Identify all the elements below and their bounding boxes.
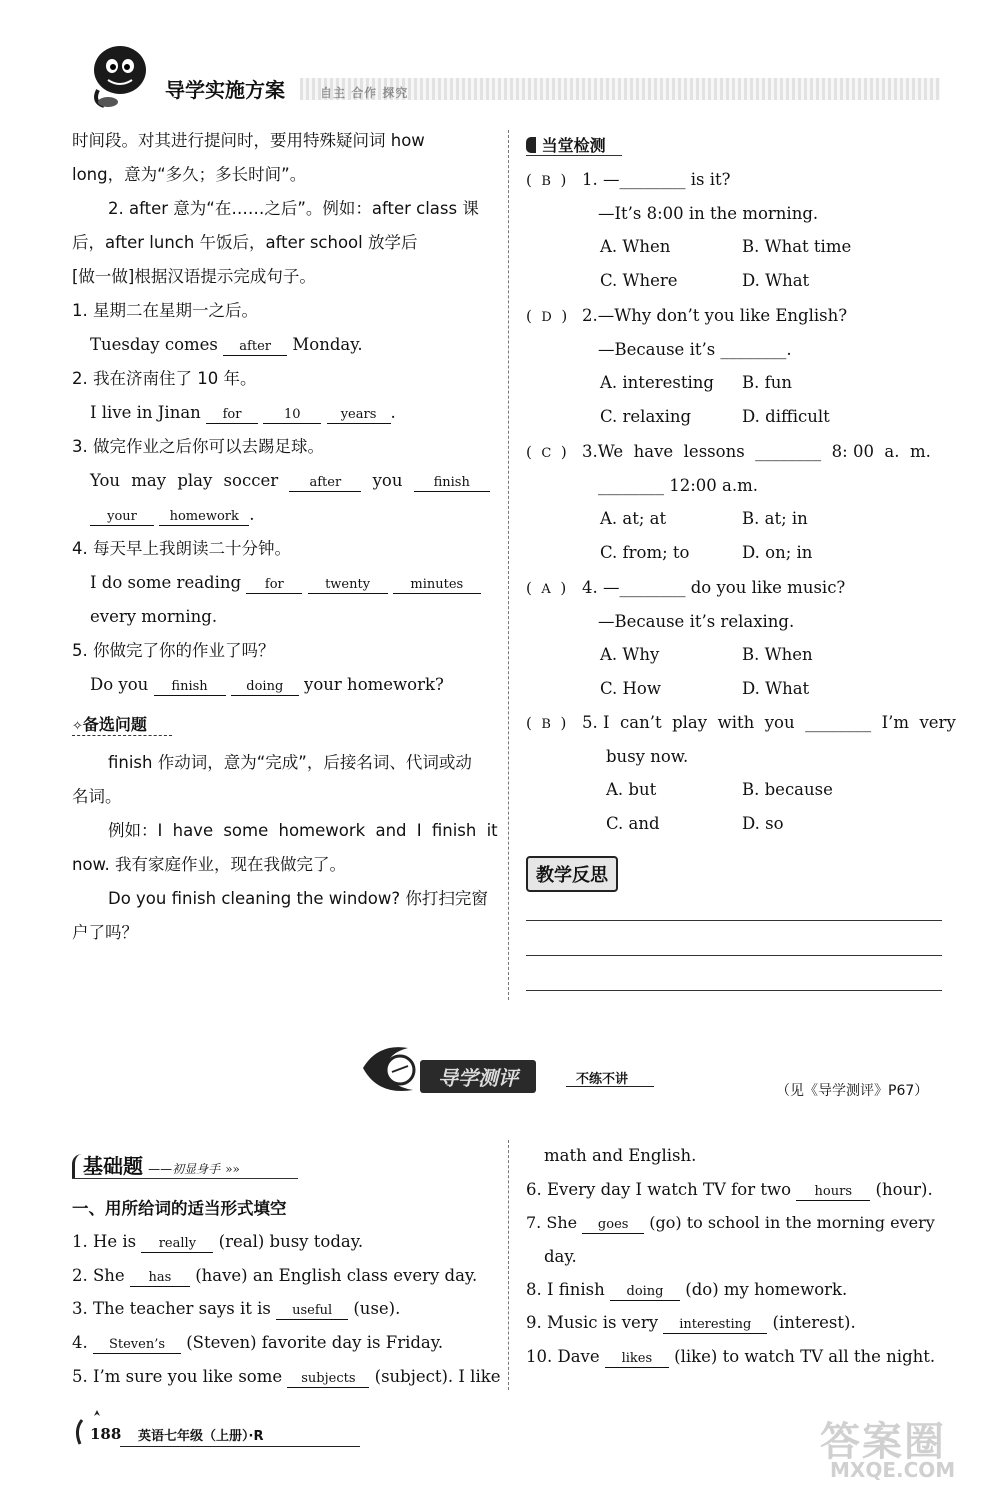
page-number: 188 (90, 1425, 122, 1443)
fill-item: 3. The teacher says it is useful (use). (72, 1299, 401, 1318)
fill-item: 7. She goes (go) to school in the morning every (526, 1213, 935, 1232)
answer-blank: your (90, 509, 154, 526)
column-divider (508, 130, 509, 1000)
exercise-item-en: every morning. (90, 607, 218, 626)
header-title: 导学实施方案 (165, 78, 285, 102)
option: D. difficult (742, 407, 830, 426)
answer-blank: for (206, 407, 258, 424)
answer-blank: interesting (663, 1317, 767, 1334)
answer-blank: really (141, 1236, 213, 1253)
answer-blank: 10 (263, 407, 321, 424)
option: B. at; in (742, 509, 808, 528)
option: C. from; to (600, 543, 690, 562)
exercise-item-en: your homework . (90, 504, 255, 526)
option: D. What (742, 271, 810, 290)
option: A. but (606, 780, 657, 799)
option: A. Why (600, 645, 660, 664)
option: C. relaxing (600, 407, 692, 426)
backup-section-title: ✧备选问题 (72, 715, 147, 734)
question-reply: ________ 12:00 a.m. (598, 476, 759, 495)
question-stem: 3.We have lessons ________ 8: 00 a. m. (582, 442, 931, 461)
option: B. fun (742, 373, 792, 392)
section-underline (72, 1178, 298, 1179)
banner-underline (566, 1086, 654, 1087)
footer-rule (120, 1446, 360, 1447)
option: D. so (742, 814, 784, 833)
question-reply: —Because it’s relaxing. (598, 612, 795, 631)
fill-item: 5. I’m sure you like some subjects (subject). I like (72, 1367, 501, 1386)
paragraph-line: 名词。 (72, 787, 122, 806)
fill-item: 4. Steven’s (Steven) favorite day is Friday. (72, 1333, 444, 1352)
fill-item-continuation: math and English. (544, 1146, 697, 1165)
answer-blank: finish (414, 475, 490, 492)
answer-paren: ( C ) (526, 443, 567, 461)
writing-line (526, 955, 942, 956)
fill-item: 6. Every day I watch TV for two hours (hour). (526, 1180, 933, 1199)
paragraph-line: Do you finish cleaning the window? 你打扫完窗 (108, 889, 488, 908)
answer-blank: after (223, 339, 287, 356)
answer-blank: likes (605, 1351, 669, 1368)
paragraph-line: finish 作动词，意为“完成”，后接名词、代词或动 (108, 753, 472, 772)
fill-item: 1. He is really (real) busy today. (72, 1232, 364, 1251)
banner-title: 导学测评 (420, 1060, 536, 1093)
basic-title: 基础题 (72, 1154, 143, 1178)
column-divider (508, 1140, 509, 1390)
exercise-item-en: I do some reading for twenty minutes (90, 572, 481, 594)
answer-blank: for (246, 577, 302, 594)
answer-blank: goes (582, 1217, 644, 1234)
section-underline (72, 735, 172, 736)
answer-paren: ( B ) (526, 714, 567, 732)
answer-blank: doing (231, 679, 299, 696)
answer-blank: Steven’s (93, 1337, 181, 1354)
sparkle-icon: ✧ (72, 719, 83, 734)
basic-section-heading: 一、用所给词的适当形式填空 (72, 1199, 287, 1218)
answer-blank: after (289, 475, 361, 492)
answer-blank: twenty (308, 577, 388, 594)
option: B. What time (742, 237, 852, 256)
option: A. When (600, 237, 671, 256)
question-stem: 4. —________ do you like music? (582, 578, 846, 597)
question-stem: 2.—Why don’t you like English? (582, 306, 848, 325)
answer-blank: minutes (393, 577, 481, 594)
exercise-item-en: You may play soccer after you finish (90, 470, 490, 492)
mascot-logo (78, 40, 158, 110)
exercise-item-cn: 2. 我在济南住了 10 年。 (72, 369, 257, 388)
paragraph-line: now. 我有家庭作业，现在我做完了。 (72, 855, 347, 874)
question-stem: 1. —________ is it? (582, 170, 731, 189)
exercise-item-cn: 4. 每天早上我朗读二十分钟。 (72, 539, 291, 558)
fill-item: 2. She has (have) an English class every day. (72, 1266, 478, 1285)
answer-blank: years (327, 407, 391, 424)
answer-paren: ( A ) (526, 579, 567, 597)
answer-blank: subjects (287, 1371, 369, 1388)
exercise-item-en: Do you finish doing your homework? (90, 675, 444, 694)
answer-blank: useful (276, 1303, 348, 1320)
tag-icon (526, 137, 536, 153)
exercise-item-en: Tuesday comes after Monday. (90, 335, 363, 354)
paragraph-line: 2. after 意为“在……之后”。例如：after class 课 (108, 199, 479, 218)
question-reply: —Because it’s ________. (598, 340, 792, 359)
exercise-item-cn: 3. 做完作业之后你可以去踢足球。 (72, 437, 324, 456)
option: B. When (742, 645, 813, 664)
paragraph-line: 后，after lunch 午饭后，after school 放学后 (72, 233, 418, 252)
option: C. How (600, 679, 661, 698)
header-decoration (300, 78, 940, 100)
banner-tag: 不练不讲 (576, 1072, 629, 1087)
banner-reference: （见《导学测评》P67） (776, 1083, 929, 1099)
option: D. What (742, 679, 810, 698)
exercise-item-en: I live in Jinan for 10 years . (90, 403, 396, 422)
writing-line (526, 990, 942, 991)
arrows-icon: »» (225, 1162, 240, 1176)
answer-blank: finish (154, 679, 226, 696)
exercise-item-cn: 1. 星期二在星期一之后。 (72, 301, 258, 320)
basic-title-group (72, 1150, 240, 1179)
answer-blank: has (130, 1270, 190, 1287)
check-section-title: 当堂检测 (526, 133, 606, 156)
paragraph-line: 户了吗？ (72, 923, 138, 942)
answer-paren: ( B ) (526, 171, 567, 189)
option: C. and (606, 814, 660, 833)
option: A. interesting (600, 373, 714, 392)
option: B. because (742, 780, 833, 799)
question-reply: busy now. (606, 747, 689, 766)
paragraph-line: long，意为“多久；多长时间”。 (72, 165, 307, 184)
exercise-item-cn: 5. 你做完了你的作业了吗？ (72, 641, 275, 660)
question-stem: 5. I can’t play with you ________ I’m very (582, 713, 956, 732)
question-reply: —It’s 8:00 in the morning. (598, 204, 819, 223)
reflection-title: 教学反思 (526, 856, 618, 892)
watermark-url: MXQE.COM (830, 1458, 956, 1482)
fill-item: 10. Dave likes (like) to watch TV all the night. (526, 1347, 936, 1366)
book-info: 英语七年级（上册）·R (138, 1429, 264, 1444)
option: C. Where (600, 271, 678, 290)
exercise-title: [做一做]根据汉语提示完成句子。 (72, 267, 316, 286)
section-underline (526, 155, 622, 156)
answer-blank: hours (796, 1184, 870, 1201)
fill-item: 8. I finish doing (do) my homework. (526, 1280, 848, 1299)
answer-paren: ( D ) (526, 307, 568, 325)
writing-line (526, 920, 942, 921)
option: A. at; at (600, 509, 667, 528)
answer-blank: doing (610, 1284, 680, 1301)
paragraph-line: 例如：I have some homework and I finish it (108, 821, 498, 840)
option: D. on; in (742, 543, 813, 562)
basic-subtitle: ——初显身手 (148, 1162, 221, 1176)
fill-item-continuation: day. (544, 1247, 577, 1266)
watermark-logo: 答案圈 (820, 1419, 946, 1465)
paragraph-line: 时间段。对其进行提问时，要用特殊疑问词 how (72, 131, 425, 150)
answer-blank: homework (159, 509, 249, 526)
fill-item: 9. Music is very interesting (interest). (526, 1313, 856, 1332)
